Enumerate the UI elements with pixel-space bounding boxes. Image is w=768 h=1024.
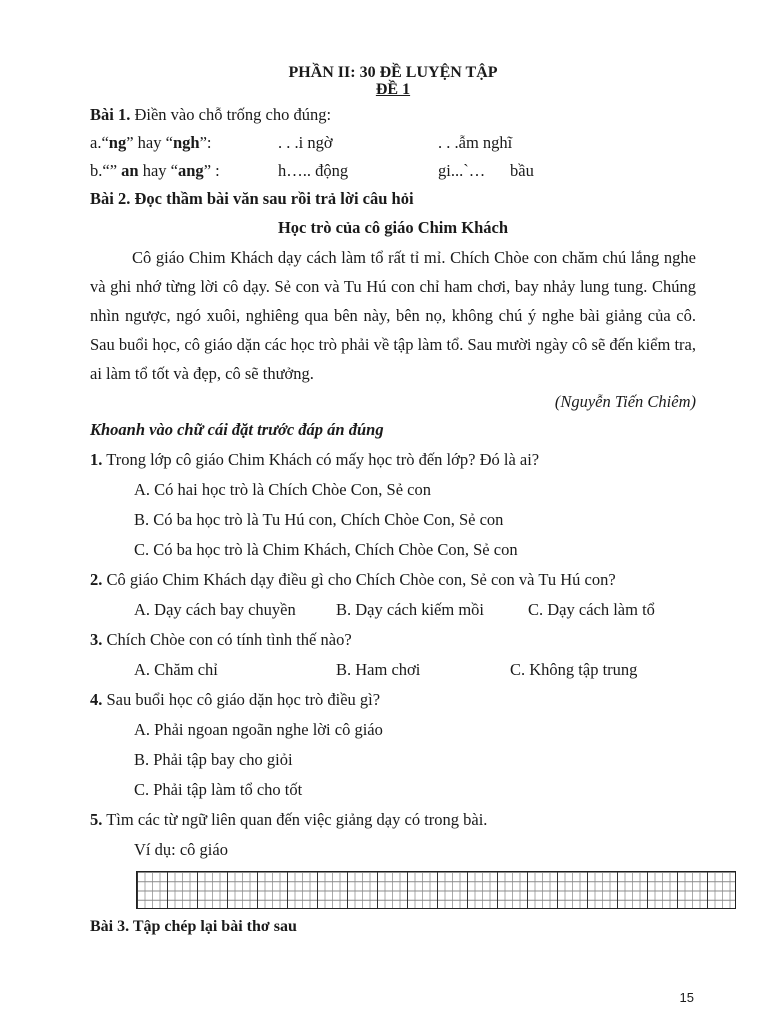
question-5 bbox=[90, 806, 696, 834]
text: ” : bbox=[203, 161, 220, 180]
question-text: Tìm các từ ngữ liên quan đến việc giảng dạy có trong bài. bbox=[102, 810, 488, 829]
q3-option-c[interactable]: C. Không tập trung bbox=[510, 660, 638, 679]
q2-option-b[interactable]: B. Dạy cách kiếm mồi bbox=[336, 600, 485, 619]
question-text: Cô giáo Chim Khách dạy điều gì cho Chích Chòe con, Sẻ con và Tu Hú con? bbox=[102, 570, 616, 589]
q5-example: Ví dụ: cô giáo bbox=[134, 840, 228, 859]
section-title: PHẦN II: 30 ĐỀ LUYỆN TẬP bbox=[288, 64, 498, 81]
q3-option-a[interactable]: A. Chăm chỉ bbox=[134, 660, 218, 679]
q2-option-c[interactable]: C. Dạy cách làm tổ bbox=[528, 600, 655, 619]
bai3-heading: Bài 3. Tập chép lại bài thơ sau bbox=[90, 918, 297, 935]
question-number: 1. bbox=[90, 450, 103, 469]
text: a.“ bbox=[90, 133, 109, 152]
page-number: 15 bbox=[679, 990, 694, 1005]
bai1-a-word2: . . .ẫm nghĩ bbox=[438, 133, 513, 152]
text-bold: ng bbox=[108, 133, 127, 152]
q1-option-a[interactable]: A. Có hai học trò là Chích Chòe Con, Sẻ con bbox=[134, 480, 431, 499]
writing-grid[interactable] bbox=[136, 871, 736, 909]
q1-option-b[interactable]: B. Có ba học trò là Tu Hú con, Chích Chòe Con, Sẻ con bbox=[134, 510, 504, 529]
exam-number: ĐỀ 1 bbox=[375, 81, 411, 98]
q3-options bbox=[90, 656, 696, 684]
question-1 bbox=[90, 446, 696, 474]
q3-option-b[interactable]: B. Ham chơi bbox=[336, 660, 421, 679]
q2-options bbox=[90, 596, 696, 624]
bai1-heading bbox=[90, 101, 696, 129]
q2-option-a[interactable]: A. Dạy cách bay chuyền bbox=[134, 600, 296, 619]
text: b.“” bbox=[90, 161, 122, 180]
q4-option-a[interactable]: A. Phải ngoan ngoãn nghe lời cô giáo bbox=[134, 720, 383, 739]
bai1-b-word1: h….. động bbox=[278, 161, 349, 180]
q1-option-c[interactable]: C. Có ba học trò là Chim Khách, Chích Chòe Con, Sẻ con bbox=[134, 540, 518, 559]
text: hay “ bbox=[138, 161, 178, 180]
question-4 bbox=[90, 686, 696, 714]
text-bold: ngh bbox=[172, 133, 200, 152]
text: ” hay “ bbox=[126, 133, 173, 152]
worksheet-page bbox=[90, 64, 696, 864]
question-number: 4. bbox=[90, 690, 103, 709]
question-number: 3. bbox=[90, 630, 103, 649]
instruction: Khoanh vào chữ cái đặt trước đáp án đúng bbox=[90, 420, 384, 439]
bai2-heading: Bài 2. Đọc thầm bài văn sau rồi trả lời câu hỏi bbox=[90, 189, 414, 208]
text: ”: bbox=[199, 133, 212, 152]
bai1-b-word3: bầu bbox=[510, 161, 534, 180]
text-bold: ang bbox=[178, 161, 204, 180]
q4-option-b[interactable]: B. Phải tập bay cho giỏi bbox=[134, 750, 293, 769]
story-title: Học trò của cô giáo Chim Khách bbox=[277, 218, 509, 237]
question-number: 2. bbox=[90, 570, 103, 589]
question-text: Sau buổi học cô giáo dặn học trò điều gì? bbox=[102, 690, 381, 709]
bai1-item-b bbox=[90, 157, 696, 185]
question-text: Chích Chòe con có tính tình thế nào? bbox=[102, 630, 352, 649]
bai1-label: Bài 1. bbox=[90, 105, 131, 124]
q4-option-c[interactable]: C. Phải tập làm tổ cho tốt bbox=[134, 780, 303, 799]
story-author: (Nguyễn Tiến Chiêm) bbox=[554, 392, 696, 411]
question-number: 5. bbox=[90, 810, 103, 829]
bai1-item-a bbox=[90, 129, 696, 157]
bai1-a-word1: . . .i ngờ bbox=[278, 133, 333, 152]
bai1-b-word2: gi...`… bbox=[438, 161, 486, 180]
text-bold: an bbox=[121, 161, 139, 180]
story-paragraph: Cô giáo Chim Khách dạy cách làm tổ rất tỉ mỉ. Chích Chòe con chăm chú lắng nghe và ghi nhớ từng lời cô dạy. Sẻ con và Tu Hú con chỉ ham chơi, bay nhảy lung tung. Chúng nhìn ngược, ngó xuôi, nghiêng qua bên này, bên nọ, không chú ý nghe bài giảng của cô. Sau buổi học, cô giáo dặn các học trò phải về tập làm tổ. Sau mười ngày cô sẽ đến kiểm tra, ai làm tổ tốt và đẹp, cô sẽ thưởng. bbox=[90, 248, 696, 383]
bai1-text: Điền vào chỗ trống cho đúng: bbox=[130, 105, 332, 124]
question-text: Trong lớp cô giáo Chim Khách có mấy học trò đến lớp? Đó là ai? bbox=[102, 450, 540, 469]
question-2 bbox=[90, 566, 696, 594]
question-3 bbox=[90, 626, 696, 654]
